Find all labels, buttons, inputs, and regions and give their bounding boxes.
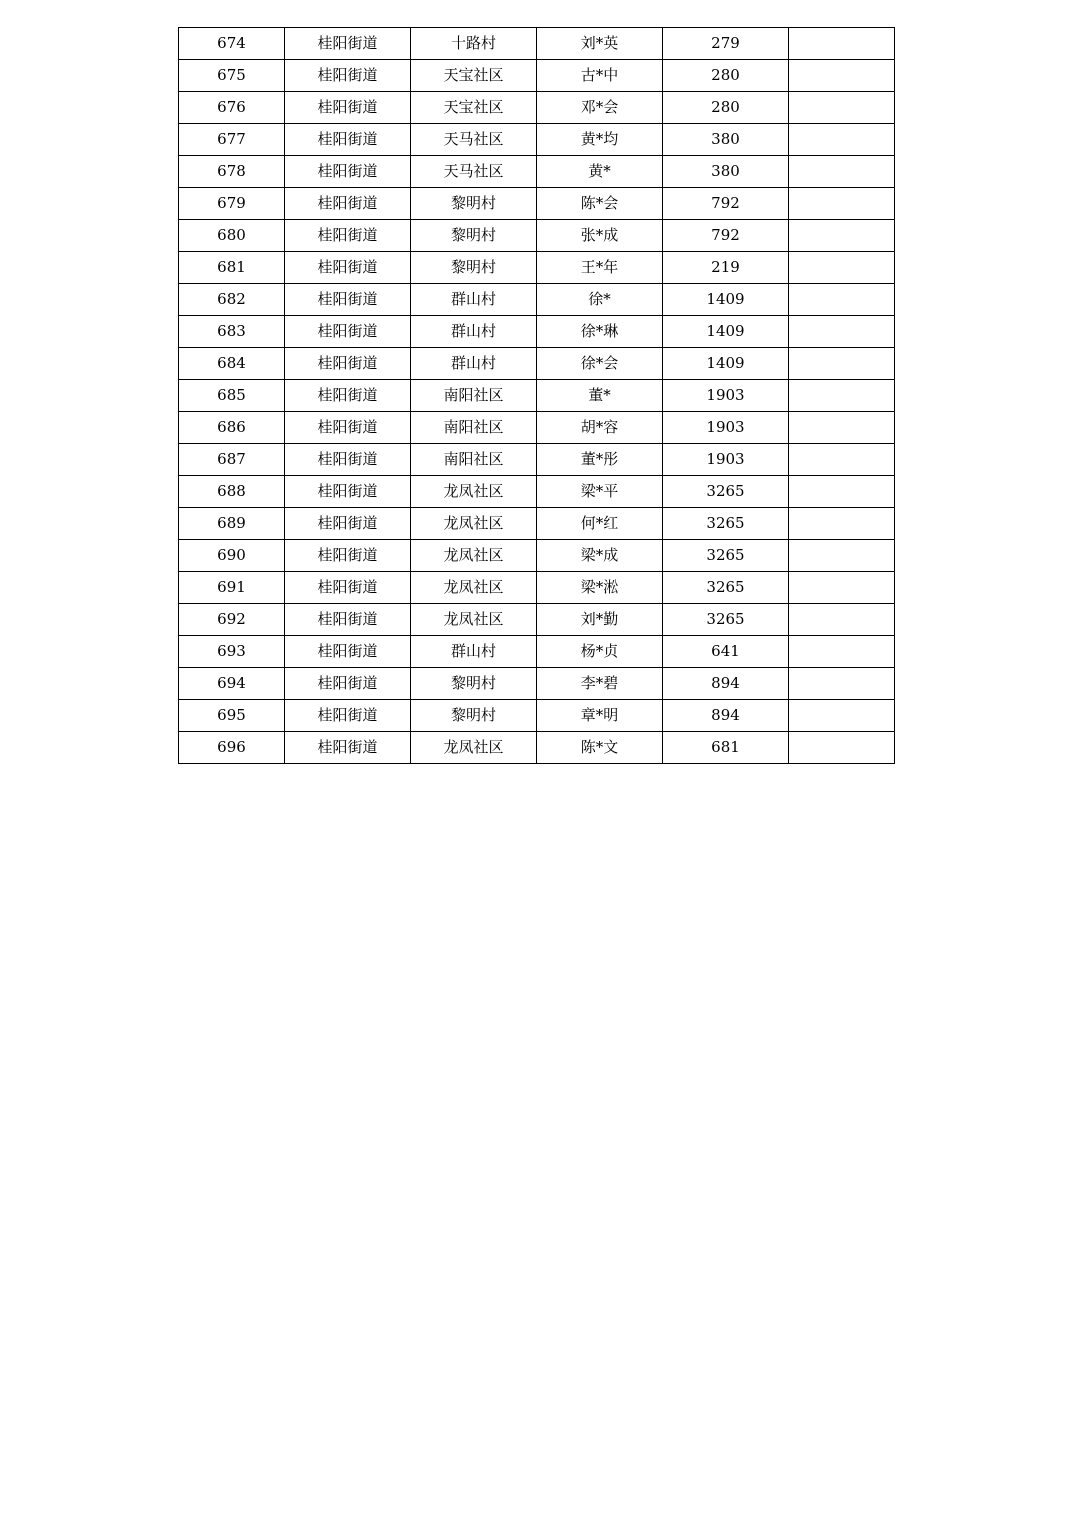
cell-village: 龙凤社区 [411,508,537,540]
cell-name: 梁*平 [537,476,663,508]
records-table-wrapper [178,27,895,764]
cell-name: 刘*英 [537,28,663,60]
cell-village: 群山村 [411,636,537,668]
cell-street: 桂阳街道 [285,540,411,572]
table-row [179,188,895,220]
cell-note [789,668,895,700]
cell-street: 桂阳街道 [285,572,411,604]
cell-street: 桂阳街道 [285,348,411,380]
cell-note [789,508,895,540]
table-row [179,636,895,668]
cell-number: 676 [179,92,285,124]
cell-village: 南阳社区 [411,380,537,412]
cell-name: 章*明 [537,700,663,732]
cell-name: 胡*容 [537,412,663,444]
cell-street: 桂阳街道 [285,668,411,700]
cell-street: 桂阳街道 [285,604,411,636]
cell-note [789,444,895,476]
cell-village: 龙凤社区 [411,540,537,572]
cell-note [789,60,895,92]
cell-village: 龙凤社区 [411,572,537,604]
cell-street: 桂阳街道 [285,156,411,188]
cell-name: 古*中 [537,60,663,92]
cell-amount: 3265 [663,540,789,572]
cell-note [789,92,895,124]
cell-amount: 1903 [663,412,789,444]
table-row [179,220,895,252]
cell-number: 685 [179,380,285,412]
table-row [179,604,895,636]
table-row [179,572,895,604]
cell-village: 黎明村 [411,700,537,732]
table-row [179,284,895,316]
cell-number: 675 [179,60,285,92]
table-row [179,540,895,572]
cell-street: 桂阳街道 [285,476,411,508]
cell-village: 群山村 [411,348,537,380]
cell-street: 桂阳街道 [285,412,411,444]
cell-note [789,156,895,188]
table-row [179,732,895,764]
cell-amount: 641 [663,636,789,668]
cell-street: 桂阳街道 [285,636,411,668]
cell-note [789,220,895,252]
cell-village: 黎明村 [411,188,537,220]
cell-village: 南阳社区 [411,444,537,476]
records-table-body [179,28,895,764]
table-row [179,412,895,444]
cell-number: 679 [179,188,285,220]
cell-street: 桂阳街道 [285,508,411,540]
cell-amount: 3265 [663,476,789,508]
table-row [179,668,895,700]
cell-amount: 1903 [663,444,789,476]
cell-amount: 279 [663,28,789,60]
cell-name: 梁*成 [537,540,663,572]
cell-name: 王*年 [537,252,663,284]
cell-amount: 1409 [663,284,789,316]
cell-number: 682 [179,284,285,316]
cell-name: 陈*会 [537,188,663,220]
table-row [179,476,895,508]
cell-note [789,636,895,668]
cell-village: 群山村 [411,284,537,316]
cell-note [789,28,895,60]
cell-amount: 3265 [663,508,789,540]
cell-name: 黄*均 [537,124,663,156]
cell-village: 天宝社区 [411,60,537,92]
cell-number: 692 [179,604,285,636]
cell-name: 梁*淞 [537,572,663,604]
table-row [179,700,895,732]
cell-name: 李*碧 [537,668,663,700]
cell-village: 龙凤社区 [411,604,537,636]
cell-amount: 219 [663,252,789,284]
cell-village: 南阳社区 [411,412,537,444]
table-row [179,348,895,380]
cell-amount: 280 [663,60,789,92]
cell-number: 684 [179,348,285,380]
cell-note [789,476,895,508]
table-row [179,28,895,60]
cell-village: 黎明村 [411,668,537,700]
table-row [179,444,895,476]
cell-street: 桂阳街道 [285,188,411,220]
cell-note [789,412,895,444]
cell-village: 群山村 [411,316,537,348]
cell-number: 678 [179,156,285,188]
cell-village: 十路村 [411,28,537,60]
cell-amount: 380 [663,124,789,156]
cell-village: 龙凤社区 [411,732,537,764]
cell-number: 687 [179,444,285,476]
cell-name: 张*成 [537,220,663,252]
cell-amount: 1409 [663,348,789,380]
cell-name: 董* [537,380,663,412]
cell-amount: 681 [663,732,789,764]
cell-name: 陈*文 [537,732,663,764]
table-row [179,380,895,412]
cell-street: 桂阳街道 [285,252,411,284]
cell-number: 688 [179,476,285,508]
cell-street: 桂阳街道 [285,284,411,316]
cell-street: 桂阳街道 [285,444,411,476]
cell-note [789,284,895,316]
cell-name: 董*彤 [537,444,663,476]
records-table [178,27,895,764]
cell-number: 691 [179,572,285,604]
table-row [179,508,895,540]
cell-amount: 3265 [663,572,789,604]
cell-number: 681 [179,252,285,284]
cell-street: 桂阳街道 [285,60,411,92]
cell-note [789,732,895,764]
cell-note [789,124,895,156]
cell-village: 黎明村 [411,252,537,284]
cell-number: 680 [179,220,285,252]
cell-number: 690 [179,540,285,572]
cell-note [789,252,895,284]
cell-village: 天马社区 [411,124,537,156]
cell-street: 桂阳街道 [285,220,411,252]
cell-street: 桂阳街道 [285,316,411,348]
cell-name: 刘*勤 [537,604,663,636]
cell-village: 天宝社区 [411,92,537,124]
cell-amount: 1903 [663,380,789,412]
cell-name: 杨*贞 [537,636,663,668]
cell-number: 686 [179,412,285,444]
cell-street: 桂阳街道 [285,732,411,764]
cell-amount: 1409 [663,316,789,348]
cell-name: 徐* [537,284,663,316]
cell-number: 683 [179,316,285,348]
cell-note [789,380,895,412]
cell-village: 黎明村 [411,220,537,252]
cell-amount: 3265 [663,604,789,636]
cell-note [789,316,895,348]
table-row [179,60,895,92]
cell-number: 693 [179,636,285,668]
table-row [179,316,895,348]
cell-village: 龙凤社区 [411,476,537,508]
cell-number: 674 [179,28,285,60]
cell-street: 桂阳街道 [285,92,411,124]
cell-street: 桂阳街道 [285,124,411,156]
cell-note [789,572,895,604]
cell-number: 696 [179,732,285,764]
cell-street: 桂阳街道 [285,380,411,412]
cell-number: 695 [179,700,285,732]
cell-name: 何*红 [537,508,663,540]
cell-note [789,348,895,380]
table-row [179,156,895,188]
cell-number: 694 [179,668,285,700]
table-row [179,124,895,156]
cell-name: 黄* [537,156,663,188]
cell-amount: 280 [663,92,789,124]
table-row [179,92,895,124]
cell-street: 桂阳街道 [285,700,411,732]
cell-note [789,540,895,572]
cell-name: 邓*会 [537,92,663,124]
cell-note [789,604,895,636]
cell-name: 徐*琳 [537,316,663,348]
cell-amount: 894 [663,700,789,732]
cell-note [789,188,895,220]
cell-amount: 380 [663,156,789,188]
cell-amount: 894 [663,668,789,700]
cell-number: 677 [179,124,285,156]
cell-name: 徐*会 [537,348,663,380]
cell-village: 天马社区 [411,156,537,188]
cell-amount: 792 [663,188,789,220]
table-row [179,252,895,284]
cell-number: 689 [179,508,285,540]
cell-amount: 792 [663,220,789,252]
cell-note [789,700,895,732]
cell-street: 桂阳街道 [285,28,411,60]
